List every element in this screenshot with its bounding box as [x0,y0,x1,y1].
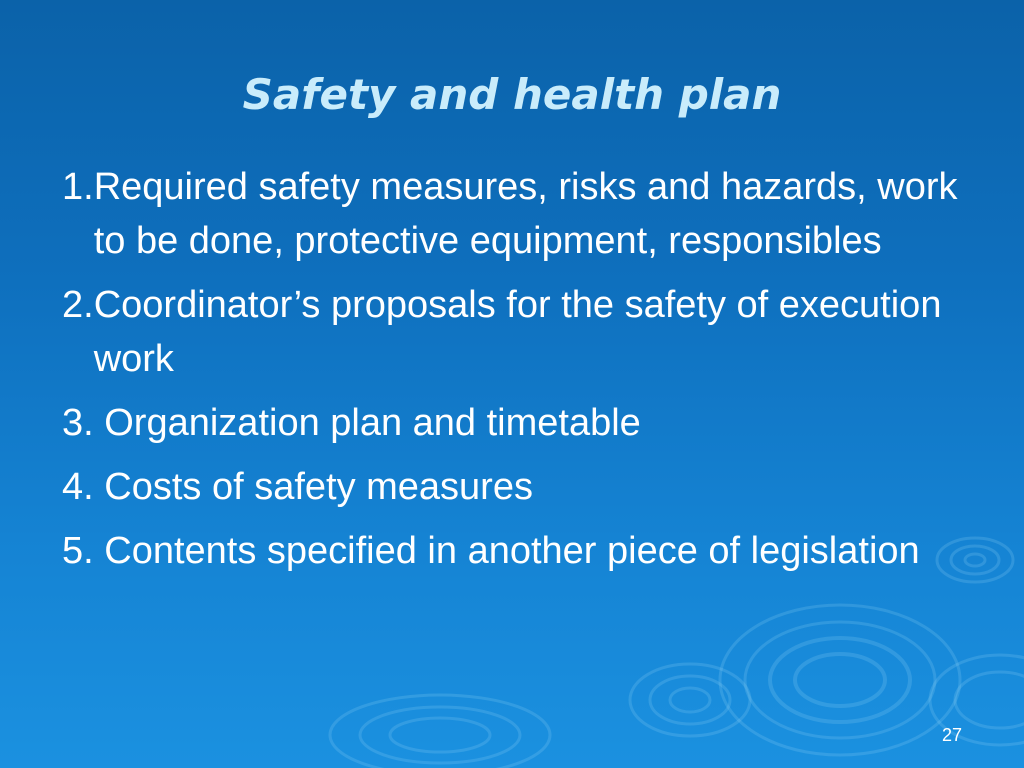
list-item-text: Coordinator’s proposals for the safety of execution work [93,284,942,380]
list-item-number: 2. [62,284,94,326]
ripple-group-mid [630,664,750,736]
list-item-number: 3. [62,402,105,444]
ripple-group-large [720,605,960,755]
list-item-text: Contents specified in another piece of legislation [104,530,920,572]
list-item [62,396,962,450]
list-item-text: Costs of safety measures [104,466,533,508]
list-item-text: Required safety measures, risks and hazards, work to be done, protective equipment, responsibles [93,166,958,262]
list-item-text: Organization plan and timetable [104,402,641,444]
list-item [62,160,962,268]
ripple-group-bottom [330,695,550,768]
slide-title: Safety and health plan [242,70,782,119]
list-item-number: 5. [62,530,105,572]
list-item [62,460,962,514]
list-item [62,524,962,578]
list-item [62,278,962,386]
list-item-number: 4. [62,466,105,508]
numbered-list [62,160,962,588]
list-item-number: 1. [62,166,94,208]
page-number: 27 [941,725,962,745]
